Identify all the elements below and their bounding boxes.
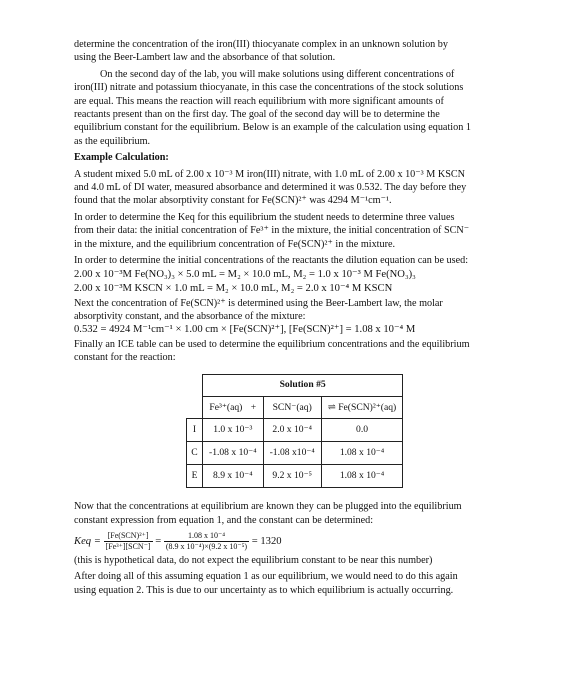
- conclusion-line: (this is hypothetical data, do not expect the equilibrium constant to be near this number): [74, 554, 433, 566]
- keq-values-fraction: $\frac{\text{1.08 x 10⁻⁴}}{\text{(8.9 x 10⁻⁴)×(9.2 x 10⁻⁵)}}$: [165, 531, 248, 551]
- intro-line: iron(III) nitrate and potassium thiocyanate, in this case the concentrations of the stock solutions: [74, 82, 464, 94]
- section-heading: Example Calculation:: [74, 152, 169, 164]
- conclusion-line: After doing all of this assuming equation 1 as our equilibrium, we would need to do this again: [74, 571, 458, 583]
- beer-lambert-equation: 0.532 = 4924 M⁻¹cm⁻¹ × 1.00 cm × [Fe(SCN)²⁺], [Fe(SCN)²⁺] = 1.08 x 10⁻⁴ M: [74, 324, 416, 336]
- intro-line: as the equilibrium.: [74, 135, 151, 147]
- keq-symbol: Keq =: [74, 535, 101, 547]
- example-line: and 4.0 mL of DI water, measured absorbance and determined it was 0.532. The day before they: [74, 182, 467, 194]
- dilution-equation: 2.00 x 10⁻³M KSCN × 1.0 mL = M₂ × 10.0 mL, M₂ = 2.0 x 10⁻⁴ M KSCN: [74, 283, 393, 294]
- intro-line: using the Beer-Lambert law and the absorbance of that solution.: [74, 52, 336, 64]
- cell-fescn: 1.08 x 10⁻⁴: [321, 442, 402, 465]
- row-label: I: [187, 419, 203, 442]
- table-row: [187, 419, 403, 442]
- example-line: in the mixture, and the equilibrium concentration of Fe(SCN)²⁺ in the mixture.: [74, 238, 396, 250]
- keq-result: = 1320: [251, 535, 282, 547]
- ice-table: [186, 374, 403, 489]
- cell-fe: 8.9 x 10⁻⁴: [203, 465, 264, 488]
- example-line: Next the concentration of Fe(SCN)²⁺ is determined using the Beer-Lambert law, the molar: [74, 297, 443, 309]
- example-line: Finally an ICE table can be used to determine the equilibrium concentrations and the equilibrium: [74, 338, 470, 350]
- ice-table-title: Solution #5: [203, 374, 403, 396]
- document-page: [74, 38, 544, 597]
- intro-line: reactants present than on the first day. The goal of the second day will be to determine the: [74, 109, 440, 121]
- keq-expression-fraction: $\frac{\text{[Fe(SCN)²⁺]}}{\text{[Fe³⁺][SCN⁻]}}$: [105, 531, 151, 551]
- cell-fescn: 0.0: [321, 419, 402, 442]
- intro-line: determine the concentration of the iron(III) thiocyanate complex in an unknown solution by: [74, 39, 448, 50]
- row-label: E: [187, 465, 203, 488]
- example-line: from their data: the initial concentration of Fe³⁺ in the mixture, the initial concentration of SCN⁻: [74, 225, 470, 237]
- ice-header-fescn: ⇌ Fe(SCN)²⁺(aq): [321, 396, 402, 419]
- example-line: A student mixed 5.0 mL of 2.00 x 10⁻³ M iron(III) nitrate, with 1.0 mL of 2.00 x 10⁻³ M KSCN: [74, 168, 466, 180]
- ice-header-scn: SCN⁻(aq): [263, 396, 321, 419]
- example-line: absorptivity constant, and the absorbance of the mixture:: [74, 310, 306, 322]
- example-line: constant for the reaction:: [74, 352, 176, 364]
- cell-fescn: 1.08 x 10⁻⁴: [321, 465, 402, 488]
- ice-header-fe: Fe³⁺(aq) +: [203, 396, 264, 419]
- example-line: found that the molar absorptivity constant for Fe(SCN)²⁺ was 4294 M⁻¹cm⁻¹.: [74, 195, 392, 207]
- cell-scn: -1.08 x10⁻⁴: [263, 442, 321, 465]
- intro-line: equilibrium constant for the equilibrium. Below is an example of the calculation using equation 1: [74, 122, 471, 134]
- intro-line: On the second day of the lab, you will make solutions using different concentrations of: [100, 68, 455, 80]
- cell-fe: 1.0 x 10⁻³: [203, 419, 264, 442]
- intro-line: are equal. This means the reaction will reach equilibrium with more significant amounts of: [74, 95, 444, 107]
- cell-scn: 2.0 x 10⁻⁴: [263, 419, 321, 442]
- example-line: In order to determine the Keq for this equilibrium the student needs to determine three values: [74, 211, 455, 223]
- cell-fe: -1.08 x 10⁻⁴: [203, 442, 264, 465]
- conclusion-line: constant expression from equation 1, and the constant can be determined:: [74, 514, 374, 526]
- conclusion-line: using equation 2. This is due to our uncertainty as to which equilibrium is actually occurring.: [74, 584, 454, 596]
- example-line: In order to determine the initial concentrations of the reactants the dilution equation can be used:: [74, 255, 469, 267]
- table-row: [187, 442, 403, 465]
- cell-scn: 9.2 x 10⁻⁵: [263, 465, 321, 488]
- keq-equation: Keq = $\frac{\text{[Fe(SCN)²⁺]}}{\text{[Fe³⁺][SCN⁻]}}$ = $\frac{\text{1.08 x 10⁻⁴}}{\text{(8.9 x 10⁻⁴)×(9.2 x 10⁻⁵)}}$ = 1320: [74, 531, 282, 551]
- table-row: [187, 465, 403, 488]
- dilution-equation: 2.00 x 10⁻³M Fe(NO₃)₃ × 5.0 mL = M₂ × 10.0 mL, M₂ = 1.0 x 10⁻³ M Fe(NO₃)₃: [74, 268, 416, 280]
- row-label: C: [187, 442, 203, 465]
- conclusion-line: Now that the concentrations at equilibrium are known they can be plugged into the equilibrium: [74, 501, 462, 513]
